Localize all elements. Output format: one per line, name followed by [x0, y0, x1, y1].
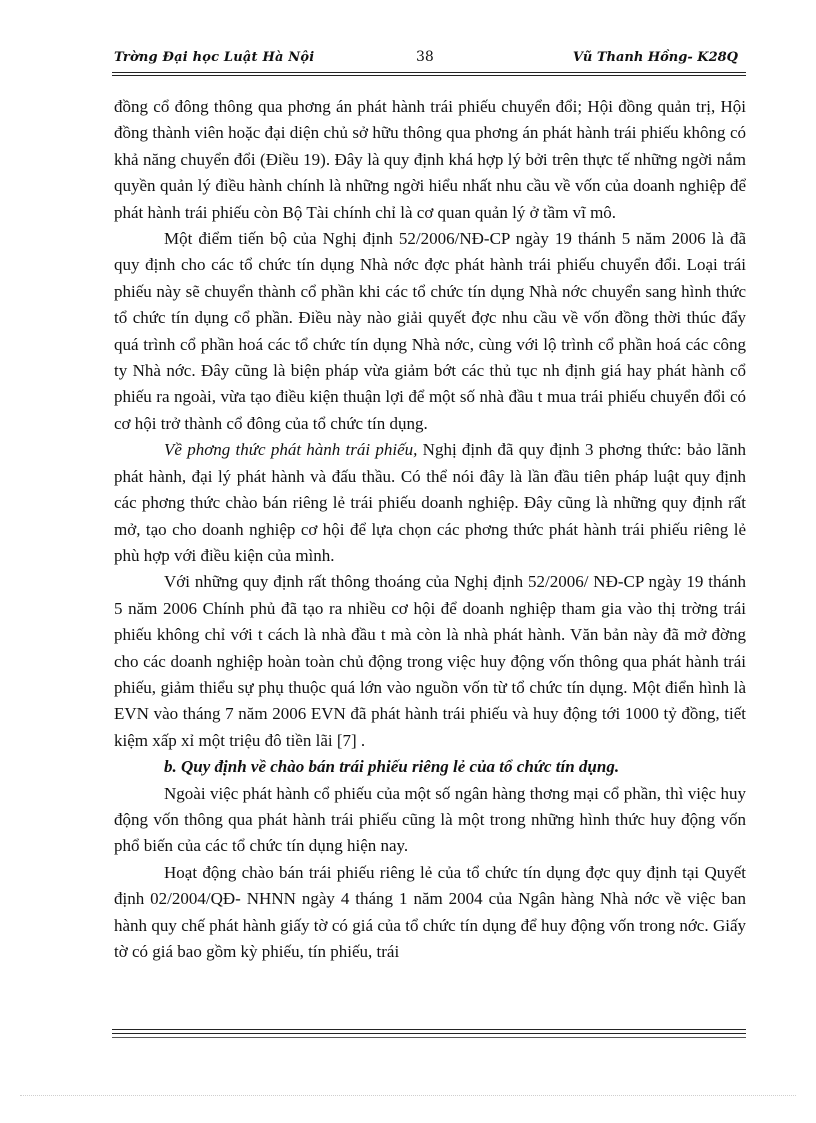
- paragraph-4: Với những quy định rất thông thoáng của Nghị định 52/2006/ NĐ-CP ngày 19 thánh 5 năm 2006 Chính phủ đã tạo ra nhiều cơ hội để doanh nghiệp tham gia vào thị trờng trái phiếu không chỉ với t cách là nhà đầu t mà còn là nhà phát hành. Văn bản này đã mở đờng cho các doanh nghiệp hoàn toàn chủ động trong việc huy động vốn thông qua phát hành trái phiếu, giảm thiểu sự phụ thuộc quá lớn vào nguồn vốn từ tổ chức tín dụng. Một điển hình là EVN vào tháng 7 năm 2006 EVN đã phát hành trái phiếu và huy động tới 1000 tỷ đồng, tiết kiệm xấp xỉ một triệu đô tiền lãi [7] .: [114, 572, 746, 750]
- header-author: Vũ Thanh Hồng- K28Q: [572, 50, 738, 65]
- footer-rule: [112, 1029, 746, 1030]
- section-heading: b. Quy định về chào bán trái phiếu riêng lẻ của tổ chức tín dụng.: [164, 757, 620, 777]
- paragraph-6: Hoạt động chào bán trái phiếu riêng lẻ của tổ chức tín dụng đợc quy định tại Quyết định 02/2004/QĐ- NHNN ngày 4 tháng 1 năm 2004 của Ngân hàng Nhà nớc về việc ban hành quy chế phát hành giấy tờ có giá của tổ chức tín dụng để huy động vốn trong nớc. Giấy tờ có giá bao gồm kỳ phiếu, tín phiếu, trái: [114, 862, 746, 961]
- page-edge-dotted-line: [20, 1095, 796, 1096]
- header-rule: [112, 72, 746, 73]
- header-institution: Trờng Đại học Luật Hà Nội: [114, 50, 315, 65]
- footer-rule-double: [112, 1033, 746, 1034]
- paragraph-3-rest: Nghị định đã quy định 3 phơng thức: bảo lãnh phát hành, đại lý phát hành và đấu thầu. Có thể nói đây là lần đầu tiên pháp luật quy định các phơng thức chào bán riêng lẻ trái phiếu doanh nghiệp. Đây cũng là những quy định rất mở, tạo cho doanh nghiệp cơ hội để lựa chọn các phơng thức phát hành trái phiếu riêng lẻ phù hợp với điều kiện của mình.: [114, 440, 746, 565]
- paragraph-3-lead: Về phơng thức phát hành trái phiếu,: [164, 440, 418, 460]
- paragraph-2: Một điểm tiến bộ của Nghị định 52/2006/NĐ-CP ngày 19 thánh 5 năm 2006 là đã quy định cho các tổ chức tín dụng Nhà nớc đợc phát hành trái phiếu chuyển đổi. Loại trái phiếu này sẽ chuyển thành cổ phần khi các tổ chức tín dụng Nhà nớc chuyển sang hình thức tổ chức tín dụng cổ phần. Điều này nào giải quyết đợc nhu cầu về vốn đồng thời thúc đẩy quá trình cổ phần hoá các tổ chức tín dụng Nhà nớc, cùng với lộ trình cổ phần hoá các công ty Nhà nớc. Đây cũng là biện pháp vừa giảm bớt các thủ tục nh định giá hay phát hành cổ phiếu ra ngoài, vừa tạo điều kiện thuận lợi để một số nhà đầu t mua trái phiếu chuyển đổi có cơ hội trở thành cổ đông của tổ chức tín dụng.: [114, 229, 746, 433]
- header-rule-double: [112, 75, 746, 76]
- footer-rule-thin: [112, 1037, 746, 1038]
- page-header: [112, 46, 746, 72]
- paragraph-5: Ngoài việc phát hành cổ phiếu của một số ngân hàng thơng mại cổ phần, thì việc huy động vốn thông qua phát hành trái phiếu cũng là một trong những hình thức huy động vốn phổ biến của các tổ chức tín dụng hiện nay.: [114, 783, 746, 856]
- paragraph-3: [114, 437, 746, 569]
- body-text: [114, 94, 746, 965]
- paragraph-1: đồng cổ đông thông qua phơng án phát hành trái phiếu chuyển đổi; Hội đồng quản trị, Hội đồng thành viên hoặc đại diện chủ sở hữu thông qua phơng án phát hành trái phiếu không có khả năng chuyển đổi (Điều 19). Đây là quy định khá hợp lý bởi trên thực tế những ngời nắm quyền quản lý điều hành chính là những ngời hiểu nhất nhu cầu về vốn của doanh nghiệp để phát hành trái phiếu còn Bộ Tài chính chỉ là cơ quan quản lý ở tầm vĩ mô.: [114, 97, 746, 222]
- page-number: 38: [416, 49, 434, 65]
